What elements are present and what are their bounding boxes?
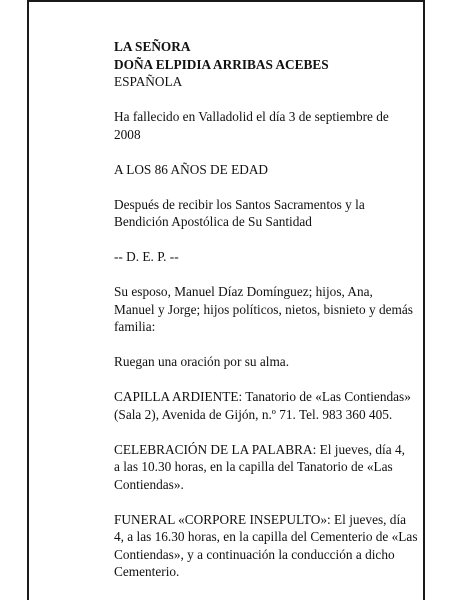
text-line: -- D. E. P. --	[114, 249, 179, 264]
obituary-notice	[114, 38, 432, 598]
death-announcement	[114, 108, 432, 143]
text-line: 2008	[114, 126, 141, 142]
text-line: Contiendas».	[114, 476, 184, 492]
text-line: Su esposo, Manuel Díaz Domínguez; hijos, Ana,	[114, 284, 373, 299]
sacraments-paragraph	[114, 196, 432, 231]
text-line: Manuel y Jorge; hijos políticos, nietos, bisnieto y demás	[114, 301, 413, 317]
text-line: Cementerio.	[114, 564, 180, 579]
header-block	[114, 38, 432, 91]
text-line: Contiendas», y a continuación la conducción a dicho	[114, 546, 395, 562]
text-line: Ruegan una oración por su alma.	[114, 354, 290, 369]
text-line: (Sala 2), Avenida de Gijón, n.º 71. Tel. 983 360 405.	[114, 406, 393, 422]
rip-line	[114, 248, 432, 266]
title-line: LA SEÑORA	[114, 39, 191, 54]
text-line: Ha fallecido en Valladolid el día 3 de septiembre de	[114, 109, 389, 124]
deceased-name: DOÑA ELPIDIA ARRIBAS ACEBES	[114, 56, 329, 72]
family-paragraph	[114, 283, 432, 336]
text-line: Después de recibir los Santos Sacramentos y la	[114, 196, 365, 212]
nationality-line: ESPAÑOLA	[114, 74, 183, 89]
text-line: CELEBRACIÓN DE LA PALABRA: El jueves, día 4,	[114, 441, 405, 457]
text-line: A LOS 86 AÑOS DE EDAD	[114, 161, 269, 177]
chapel-paragraph	[114, 388, 432, 423]
text-line: FUNERAL «CORPORE INSEPULTO»: El jueves, día	[114, 511, 407, 527]
text-line: Bendición Apostólica de Su Santidad	[114, 214, 312, 229]
age-line	[114, 161, 432, 179]
text-line: a las 10.30 horas, en la capilla del Tanatorio de «Las	[114, 459, 393, 474]
text-line: familia:	[114, 319, 156, 334]
text-line: CAPILLA ARDIENTE: Tanatorio de «Las Contiendas»	[114, 389, 411, 404]
celebration-paragraph	[114, 441, 432, 494]
funeral-paragraph	[114, 511, 432, 581]
prayer-request	[114, 353, 432, 371]
text-line: 4, a las 16.30 horas, en la capilla del Cementerio de «Las	[114, 529, 418, 544]
